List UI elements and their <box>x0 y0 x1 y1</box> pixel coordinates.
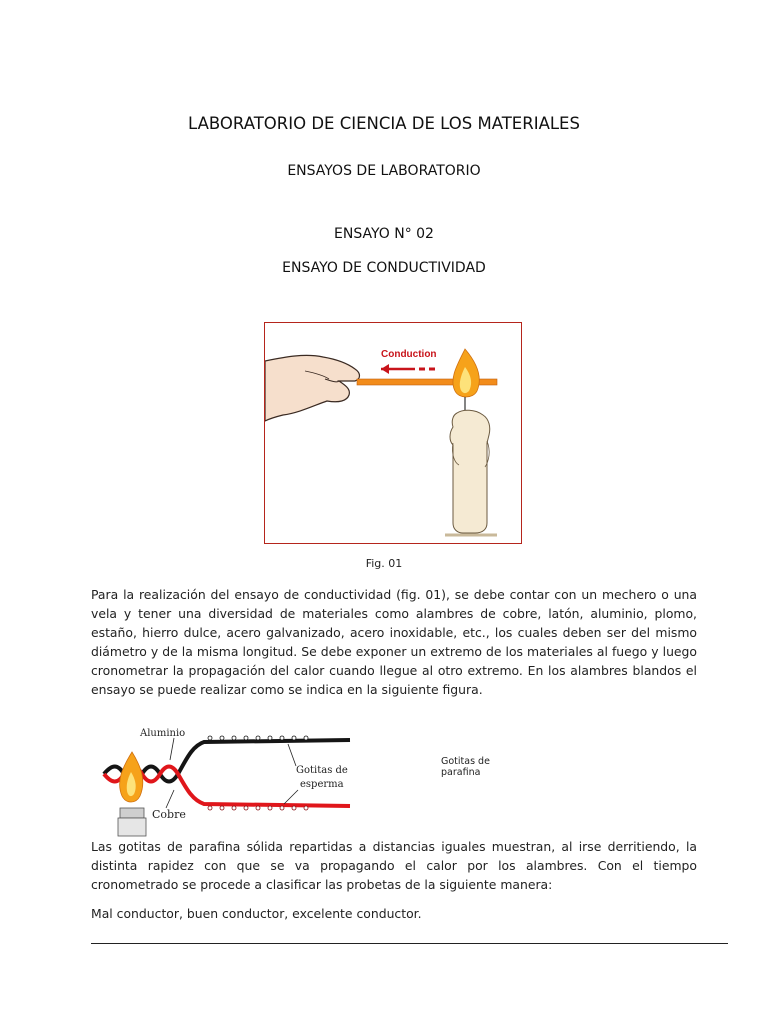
aluminium-label: Aluminio <box>140 728 186 739</box>
wires-figure <box>100 716 368 838</box>
conduction-figure <box>264 322 522 544</box>
paragraph-classification: Mal conductor, buen conductor, excelente conductor. <box>91 906 422 921</box>
document-title: LABORATORIO DE CIENCIA DE LOS MATERIALES <box>188 114 580 133</box>
paraffin-drops-bottom <box>208 806 308 810</box>
paraffin-drops-top <box>208 736 308 740</box>
hand-shape <box>265 355 360 421</box>
candle-body <box>450 410 490 533</box>
test-number-heading: ENSAYO N° 02 <box>334 226 434 242</box>
paragraph-procedure: Para la realización del ensayo de conductividad (fig. 01), se debe contar con un mechero o una vela y tener una diversidad de materiales como alambres de cobre, latón, aluminio, plomo, estaño, hierro dulce, acero galvanizado, acero inoxidable, etc., los cuales deben ser del mismo diámetro y de la misma longitud. Se debe exponer un extremo de los materiales al fuego y luego cronometrar la propagación del calor cuando llegue al otro extremo. En los alambres blandos el ensayo se puede realizar como se indica en la siguiente figura. <box>91 587 697 697</box>
paragraph-observation: Las gotitas de parafina sólida repartidas a distancias iguales muestran, al irse derritiendo, la distinta rapidez con que se va propagando el calor por los alambres. Con el tiempo cronometrado se procede a clasificar las probetas de la siguiente manera: <box>91 839 697 892</box>
paraffin-drops-note: Gotitas de parafina <box>441 756 490 778</box>
figure-caption: Fig. 01 <box>365 557 403 570</box>
wires-illustration <box>100 716 368 838</box>
test-name-heading: ENSAYO DE CONDUCTIVIDAD <box>282 260 486 276</box>
copper-label: Cobre <box>152 808 186 821</box>
conduction-illustration <box>265 323 521 543</box>
conduction-label: Conduction <box>381 349 437 360</box>
drops-label-line1: Gotitas de <box>296 765 348 776</box>
burner-base <box>120 808 144 818</box>
horizontal-rule <box>91 943 728 944</box>
drops-label-line2: esperma <box>300 779 344 790</box>
document-subtitle: ENSAYOS DE LABORATORIO <box>287 163 481 179</box>
